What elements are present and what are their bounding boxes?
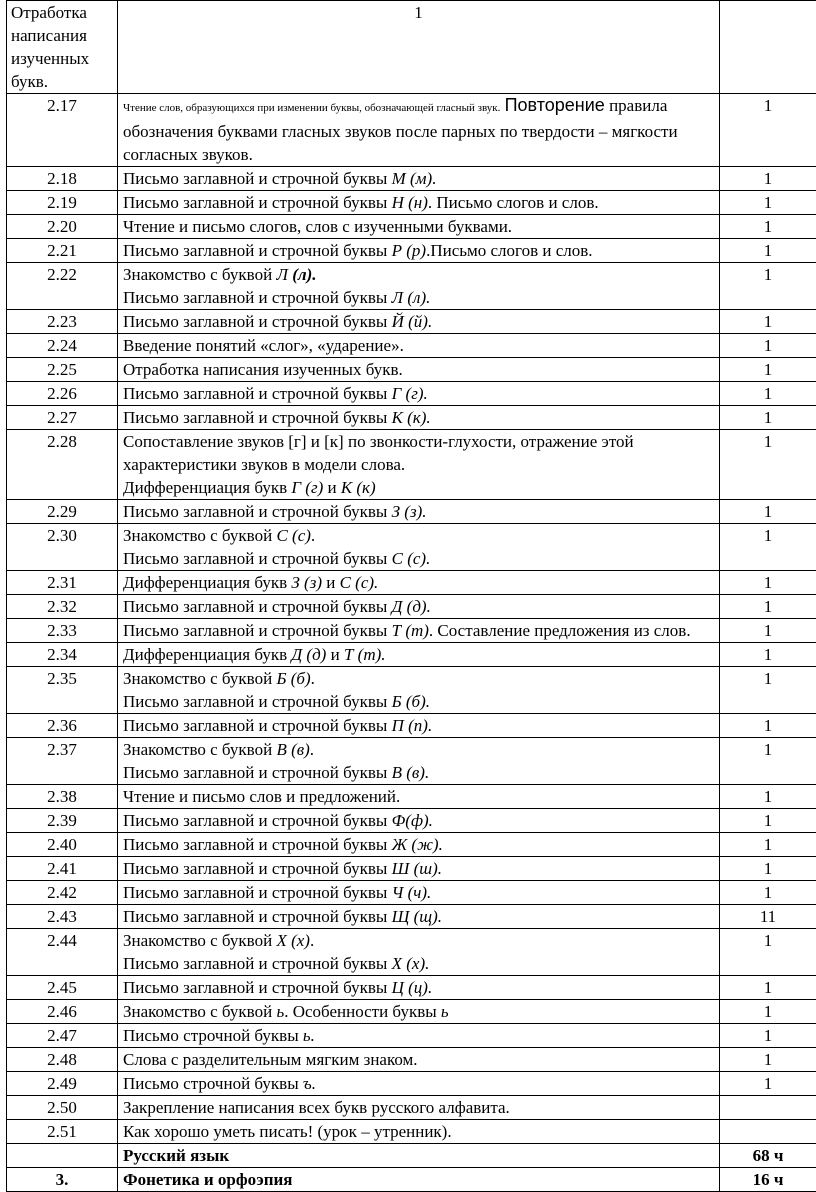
topic-text: С (с). (339, 573, 379, 592)
lesson-topic (118, 714, 720, 738)
lesson-topic (118, 833, 720, 857)
lesson-topic (118, 167, 720, 191)
lesson-topic (118, 667, 720, 714)
lesson-hours (720, 1096, 816, 1120)
lesson-number: 2.41 (7, 857, 118, 881)
lesson-number: 2.44 (7, 929, 118, 976)
topic-text: Письмо заглавной и строчной буквы (123, 408, 392, 427)
topic-text: Письмо заглавной и строчной буквы (123, 907, 392, 926)
lesson-topic (118, 310, 720, 334)
lesson-number: 2.29 (7, 500, 118, 524)
topic-text: Письмо заглавной и строчной буквы (123, 621, 392, 640)
lesson-hours: 1 (720, 430, 816, 500)
table-row (7, 263, 816, 310)
topic-text: Закрепление написания всех букв русского алфавита. (123, 1098, 510, 1117)
header-title: Отработка написания изученных букв. (7, 1, 118, 94)
lesson-topic (118, 430, 720, 500)
topic-text: Письмо заглавной и строчной буквы (123, 288, 392, 307)
topic-text: Письмо заглавной и строчной буквы (123, 763, 392, 782)
topic-text: Д (д). (391, 597, 431, 616)
lesson-topic (118, 738, 720, 785)
lesson-number: 2.18 (7, 167, 118, 191)
lesson-hours: 1 (720, 809, 816, 833)
topic-text: Русский язык (123, 1146, 230, 1165)
lesson-topic (118, 881, 720, 905)
lesson-plan-body (7, 1, 816, 1192)
table-row (7, 619, 816, 643)
lesson-number: 2.50 (7, 1096, 118, 1120)
lesson-number: 2.46 (7, 1000, 118, 1024)
lesson-hours: 16 ч (720, 1168, 816, 1192)
table-row (7, 167, 816, 191)
topic-text: К (к). (391, 408, 431, 427)
topic-text: Т (т) (391, 621, 429, 640)
lesson-plan-table (6, 0, 816, 1192)
topic-text: Письмо заглавной и строчной буквы (123, 692, 392, 711)
topic-text: Г (г) (291, 478, 324, 497)
topic-text: . (310, 526, 316, 545)
topic-text: и (323, 478, 341, 497)
table-row (7, 1072, 816, 1096)
lesson-hours: 1 (720, 1072, 816, 1096)
topic-text: Ш (ш). (391, 859, 442, 878)
lesson-topic (118, 1000, 720, 1024)
lesson-topic (118, 1168, 720, 1192)
lesson-number: 2.25 (7, 358, 118, 382)
topic-text: З (з) (291, 573, 322, 592)
lesson-topic (118, 643, 720, 667)
lesson-topic (118, 809, 720, 833)
topic-text: Дифференциация букв (123, 573, 292, 592)
lesson-topic (118, 595, 720, 619)
topic-text: Знакомство с буквой (123, 526, 277, 545)
lesson-hours: 1 (720, 785, 816, 809)
table-row (7, 406, 816, 430)
topic-text: и (321, 573, 340, 592)
lesson-topic (118, 500, 720, 524)
lesson-number: 2.48 (7, 1048, 118, 1072)
lesson-topic (118, 334, 720, 358)
topic-text: Чтение и письмо слогов, слов с изученными буквами. (123, 217, 513, 236)
topic-text: ь (276, 1002, 285, 1021)
topic-text: З (з). (391, 502, 427, 521)
topic-text: ъ. (302, 1074, 316, 1093)
lesson-topic (118, 976, 720, 1000)
table-row (7, 191, 816, 215)
lesson-hours: 1 (720, 406, 816, 430)
table-row (7, 809, 816, 833)
lesson-hours: 1 (720, 1024, 816, 1048)
topic-text: Ц (ц). (391, 978, 433, 997)
topic-text: Знакомство с буквой (123, 1002, 277, 1021)
lesson-hours: 1 (720, 857, 816, 881)
topic-text: Письмо заглавной и строчной буквы (123, 169, 392, 188)
lesson-hours: 1 (720, 667, 816, 714)
topic-text: Д (д) (291, 645, 327, 664)
lesson-number: 2.42 (7, 881, 118, 905)
topic-text: Письмо заглавной и строчной буквы (123, 312, 392, 331)
topic-text: Письмо заглавной и строчной буквы (123, 597, 392, 616)
lesson-hours: 1 (720, 714, 816, 738)
lesson-number: 2.26 (7, 382, 118, 406)
lesson-hours: 1 (720, 500, 816, 524)
lesson-number: 2.20 (7, 215, 118, 239)
topic-text: Л (л). (391, 288, 431, 307)
lesson-hours: 1 (720, 833, 816, 857)
lesson-hours: 1 (720, 881, 816, 905)
topic-text: В (в). (391, 763, 430, 782)
lesson-number: 2.27 (7, 406, 118, 430)
lesson-hours: 1 (720, 929, 816, 976)
topic-text: Письмо заглавной и строчной буквы (123, 193, 392, 212)
table-row (7, 929, 816, 976)
table-row (7, 94, 816, 167)
table-row (7, 881, 816, 905)
lesson-topic (118, 571, 720, 595)
topic-text: Письмо заглавной и строчной буквы (123, 859, 392, 878)
lesson-hours: 1 (720, 738, 816, 785)
topic-text: Повторение (504, 95, 605, 115)
topic-text: К (к) (340, 478, 376, 497)
lesson-hours: 1 (720, 1000, 816, 1024)
topic-text: Письмо заглавной и строчной буквы (123, 716, 392, 735)
lesson-hours: 1 (720, 1048, 816, 1072)
lesson-number (7, 1144, 118, 1168)
lesson-number: 2.32 (7, 595, 118, 619)
table-row (7, 1120, 816, 1144)
lesson-topic (118, 239, 720, 263)
topic-text: Знакомство с буквой (123, 669, 277, 688)
topic-text: Н (н) (391, 193, 428, 212)
lesson-hours: 1 (720, 239, 816, 263)
lesson-topic (118, 406, 720, 430)
topic-text: Ф(ф). (391, 811, 433, 830)
lesson-number: 2.17 (7, 94, 118, 167)
lesson-topic (118, 1144, 720, 1168)
table-row (7, 595, 816, 619)
topic-text: С (с). (391, 549, 431, 568)
lesson-hours: 1 (720, 571, 816, 595)
lesson-number: 2.43 (7, 905, 118, 929)
table-row (7, 643, 816, 667)
lesson-hours: 1 (720, 167, 816, 191)
topic-text: С (с) (276, 526, 311, 545)
table-row (7, 1144, 816, 1168)
topic-text: Г (г). (391, 384, 428, 403)
lesson-topic (118, 1096, 720, 1120)
topic-text: Т (т). (343, 645, 386, 664)
lesson-number: 2.33 (7, 619, 118, 643)
lesson-hours: 1 (720, 382, 816, 406)
topic-text: Письмо заглавной и строчной буквы (123, 241, 392, 260)
topic-text: Чтение и письмо слов и предложений. (123, 787, 401, 806)
table-row (7, 905, 816, 929)
lesson-topic (118, 524, 720, 571)
topic-text: . Составление предложения из слов. (428, 621, 691, 640)
lesson-topic (118, 1120, 720, 1144)
table-row (7, 738, 816, 785)
topic-text: .Письмо слогов и слов. (426, 241, 593, 260)
topic-text: . Письмо слогов и слов. (427, 193, 599, 212)
topic-text: Письмо заглавной и строчной буквы (123, 549, 392, 568)
topic-text: Л (276, 265, 293, 284)
table-row (7, 1024, 816, 1048)
topic-text: . (310, 669, 315, 688)
table-row (7, 667, 816, 714)
topic-text: Письмо заглавной и строчной буквы (123, 384, 392, 403)
header-empty (720, 1, 816, 94)
topic-text: ь. (302, 1026, 315, 1045)
lesson-number: 2.37 (7, 738, 118, 785)
lesson-number: 2.36 (7, 714, 118, 738)
table-row (7, 785, 816, 809)
topic-text: . (309, 740, 315, 759)
table-row (7, 1048, 816, 1072)
lesson-topic (118, 1024, 720, 1048)
lesson-hours: 1 (720, 358, 816, 382)
topic-text: Дифференциация букв (123, 645, 292, 664)
topic-text: Сопоставление звуков [г] и [к] по звонкости-глухости, отражение этой характеристики звуков в модели слова. (123, 432, 634, 474)
topic-text: Письмо заглавной и строчной буквы (123, 835, 392, 854)
topic-text: . Особенности буквы (284, 1002, 441, 1021)
topic-text: Письмо заглавной и строчной буквы (123, 811, 392, 830)
topic-text: Знакомство с буквой (123, 740, 277, 759)
table-row (7, 524, 816, 571)
table-row (7, 571, 816, 595)
table-row (7, 1096, 816, 1120)
lesson-topic (118, 382, 720, 406)
lesson-number: 2.24 (7, 334, 118, 358)
topic-text: Письмо строчной буквы (123, 1026, 303, 1045)
lesson-number: 2.49 (7, 1072, 118, 1096)
table-row (7, 1168, 816, 1192)
lesson-number: 2.22 (7, 263, 118, 310)
topic-text: М (м). (391, 169, 437, 188)
topic-text: Щ (щ). (391, 907, 442, 926)
lesson-topic (118, 263, 720, 310)
topic-text: Слова с разделительным мягким знаком. (123, 1050, 418, 1069)
topic-text: . (309, 931, 315, 950)
topic-text: Письмо заглавной и строчной буквы (123, 978, 392, 997)
topic-text: (л). (292, 265, 317, 284)
topic-text: и (326, 645, 344, 664)
table-row (7, 976, 816, 1000)
table-row (7, 430, 816, 500)
table-row (7, 1000, 816, 1024)
topic-text: Б (б) (276, 669, 311, 688)
lesson-hours: 11 (720, 905, 816, 929)
lesson-number: 2.47 (7, 1024, 118, 1048)
topic-text: Х (х) (276, 931, 310, 950)
lesson-number: 2.30 (7, 524, 118, 571)
lesson-hours: 1 (720, 524, 816, 571)
topic-text: Письмо заглавной и строчной буквы (123, 883, 392, 902)
topic-text: Письмо заглавной и строчной буквы (123, 954, 392, 973)
topic-text: Ч (ч). (391, 883, 432, 902)
topic-text: Й (й). (391, 312, 433, 331)
lesson-number: 2.35 (7, 667, 118, 714)
topic-text: Отработка написания изученных букв. (123, 360, 403, 379)
table-row (7, 857, 816, 881)
lesson-topic (118, 1048, 720, 1072)
table-row (7, 358, 816, 382)
table-row (7, 239, 816, 263)
topic-text: Чтение слов, образующихся при изменении буквы, обозначающей гласный звук. (123, 102, 501, 114)
lesson-topic (118, 619, 720, 643)
topic-text: Фонетика и орфоэпия (123, 1170, 293, 1189)
lesson-topic (118, 785, 720, 809)
lesson-hours: 1 (720, 976, 816, 1000)
topic-text: правила обозначения буквами гласных звуков после парных по твердости – мягкости согласных звуков. (123, 96, 678, 164)
lesson-hours: 1 (720, 94, 816, 167)
lesson-number: 2.19 (7, 191, 118, 215)
lesson-number: 2.45 (7, 976, 118, 1000)
header-hours: 1 (118, 1, 720, 94)
header-row (7, 1, 816, 94)
lesson-hours (720, 1120, 816, 1144)
lesson-topic (118, 857, 720, 881)
lesson-number: 2.38 (7, 785, 118, 809)
topic-text: ь (440, 1002, 449, 1021)
table-row (7, 334, 816, 358)
lesson-topic (118, 191, 720, 215)
lesson-number: 2.31 (7, 571, 118, 595)
lesson-hours: 1 (720, 263, 816, 310)
lesson-hours: 1 (720, 191, 816, 215)
table-row (7, 500, 816, 524)
lesson-topic (118, 905, 720, 929)
table-row (7, 833, 816, 857)
topic-text: Ж (ж). (391, 835, 443, 854)
lesson-number: 2.23 (7, 310, 118, 334)
topic-text: Х (х). (391, 954, 430, 973)
topic-text: Как хорошо уметь писать! (урок – утренник). (123, 1122, 452, 1141)
topic-text: Р (р) (391, 241, 427, 260)
topic-text: Б (б). (391, 692, 431, 711)
topic-text: Дифференциация букв (123, 478, 292, 497)
lesson-hours: 1 (720, 643, 816, 667)
table-row (7, 382, 816, 406)
lesson-hours: 1 (720, 619, 816, 643)
lesson-hours: 68 ч (720, 1144, 816, 1168)
topic-text: Письмо заглавной и строчной буквы (123, 502, 392, 521)
table-row (7, 215, 816, 239)
lesson-hours: 1 (720, 310, 816, 334)
topic-text: Письмо строчной буквы (123, 1074, 303, 1093)
lesson-number: 3. (7, 1168, 118, 1192)
lesson-topic (118, 358, 720, 382)
lesson-hours: 1 (720, 595, 816, 619)
lesson-number: 2.51 (7, 1120, 118, 1144)
lesson-number: 2.28 (7, 430, 118, 500)
lesson-number: 2.21 (7, 239, 118, 263)
topic-text: Введение понятий «слог», «ударение». (123, 336, 404, 355)
lesson-hours: 1 (720, 334, 816, 358)
table-row (7, 310, 816, 334)
topic-text: В (в) (276, 740, 310, 759)
lesson-topic (118, 929, 720, 976)
lesson-topic (118, 94, 720, 167)
topic-text: П (п). (391, 716, 433, 735)
lesson-number: 2.34 (7, 643, 118, 667)
lesson-topic (118, 1072, 720, 1096)
topic-text: Знакомство с буквой (123, 265, 277, 284)
lesson-number: 2.40 (7, 833, 118, 857)
lesson-hours: 1 (720, 215, 816, 239)
topic-text: Знакомство с буквой (123, 931, 277, 950)
lesson-topic (118, 215, 720, 239)
lesson-number: 2.39 (7, 809, 118, 833)
table-row (7, 714, 816, 738)
